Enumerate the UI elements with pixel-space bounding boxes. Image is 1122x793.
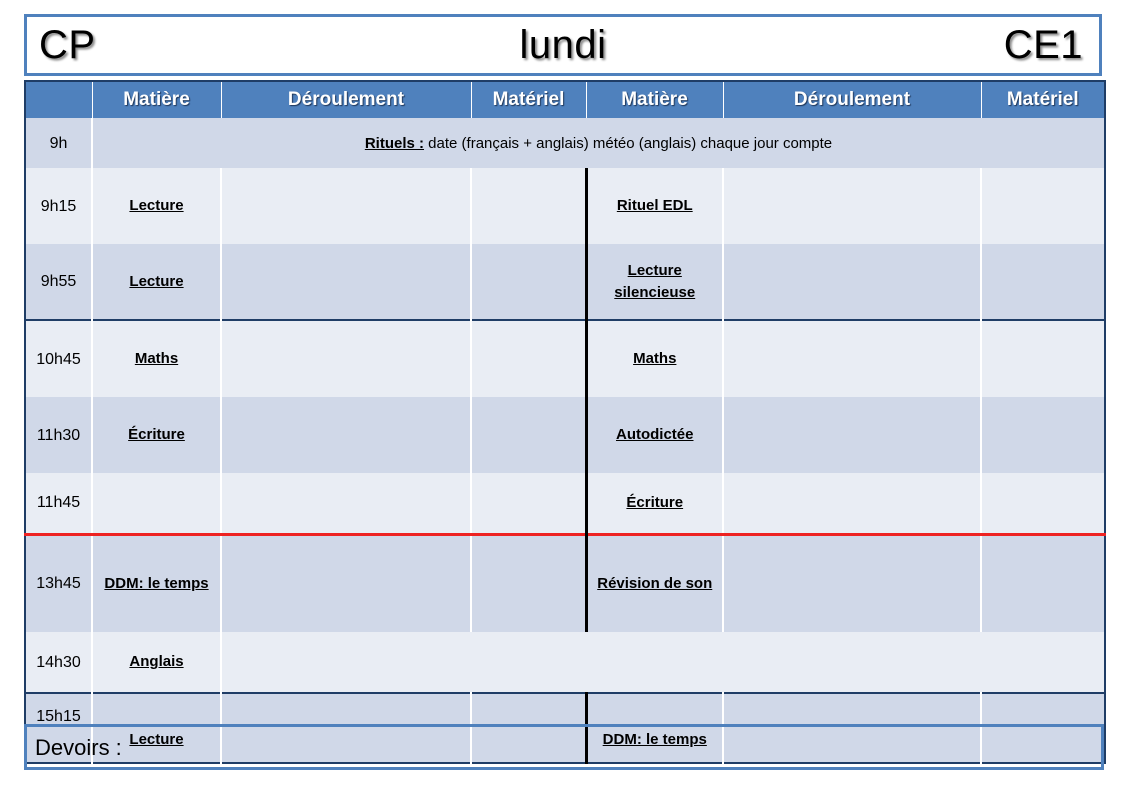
time-cell: 15h15 xyxy=(25,693,92,763)
homework-box[interactable] xyxy=(24,724,1104,770)
time-cell: 11h30 xyxy=(25,397,92,473)
table-row xyxy=(25,397,1105,473)
col-header-cp-deroulement: Déroulement xyxy=(221,81,471,118)
cp-deroulement xyxy=(221,534,471,632)
col-header-cp-materiel: Matériel xyxy=(471,81,586,118)
ce1-materiel xyxy=(981,473,1105,534)
ce1-subject: DDM: le temps xyxy=(586,693,723,763)
time-cell: 9h55 xyxy=(25,244,92,320)
rituals-cell xyxy=(92,118,1105,168)
cp-materiel xyxy=(471,244,586,320)
cp-deroulement xyxy=(221,397,471,473)
ce1-materiel xyxy=(981,244,1105,320)
cp-materiel xyxy=(471,473,586,534)
homework-label: Devoirs : xyxy=(35,735,122,760)
right-class-title: CE1 xyxy=(1003,23,1083,67)
ce1-subject: Autodictée xyxy=(586,397,723,473)
ce1-deroulement xyxy=(723,168,981,244)
cp-deroulement xyxy=(221,168,471,244)
header-row xyxy=(25,81,1105,118)
merged-cell xyxy=(221,632,1105,693)
ce1-materiel xyxy=(981,534,1105,632)
time-cell: 9h15 xyxy=(25,168,92,244)
ce1-deroulement xyxy=(723,397,981,473)
time-cell: 10h45 xyxy=(25,320,92,397)
table-row xyxy=(25,244,1105,320)
cp-subject: Maths xyxy=(92,320,221,397)
ce1-deroulement xyxy=(723,473,981,534)
ce1-materiel xyxy=(981,320,1105,397)
time-cell: 14h30 xyxy=(25,632,92,693)
cp-subject: Lecture xyxy=(92,693,221,763)
cp-materiel xyxy=(471,534,586,632)
cp-materiel xyxy=(471,168,586,244)
rituals-label: Rituels : xyxy=(364,134,425,152)
table-row xyxy=(25,632,1105,693)
ce1-subject: Écriture xyxy=(586,473,723,534)
schedule-table xyxy=(24,80,1106,764)
cp-subject xyxy=(92,473,221,534)
col-header-cp-matiere: Matière xyxy=(92,81,221,118)
col-header-time xyxy=(25,81,92,118)
col-header-ce1-deroulement: Déroulement xyxy=(723,81,981,118)
ce1-subject: Maths xyxy=(586,320,723,397)
ce1-deroulement xyxy=(723,244,981,320)
col-header-ce1-materiel: Matériel xyxy=(981,81,1105,118)
ce1-subject: Rituel EDL xyxy=(586,168,723,244)
col-header-ce1-matiere: Matière xyxy=(586,81,723,118)
table-row xyxy=(25,168,1105,244)
ce1-subject: Révision de son xyxy=(586,534,723,632)
table-row xyxy=(25,473,1105,534)
cp-subject: Lecture xyxy=(92,168,221,244)
time-cell: 9h xyxy=(25,118,92,168)
cp-deroulement xyxy=(221,244,471,320)
table-row xyxy=(25,118,1105,168)
cp-materiel xyxy=(471,320,586,397)
cp-subject: Écriture xyxy=(92,397,221,473)
cp-deroulement xyxy=(221,473,471,534)
cp-subject: Anglais xyxy=(92,632,221,693)
title-bar xyxy=(24,14,1102,76)
table-row xyxy=(25,320,1105,397)
cp-subject: DDM: le temps xyxy=(92,534,221,632)
cp-subject: Lecture xyxy=(92,244,221,320)
ce1-deroulement xyxy=(723,320,981,397)
day-title: lundi xyxy=(519,23,607,67)
time-cell: 13h45 xyxy=(25,534,92,632)
ce1-deroulement xyxy=(723,534,981,632)
rituals-text: date (français + anglais) météo (anglais) chaque jour compte xyxy=(424,134,833,152)
left-class-title: CP xyxy=(39,23,96,67)
time-cell: 11h45 xyxy=(25,473,92,534)
ce1-materiel xyxy=(981,168,1105,244)
cp-deroulement xyxy=(221,320,471,397)
ce1-materiel xyxy=(981,397,1105,473)
table-row xyxy=(25,534,1105,632)
cp-materiel xyxy=(471,397,586,473)
ce1-subject: Lecture silencieuse xyxy=(586,244,723,320)
